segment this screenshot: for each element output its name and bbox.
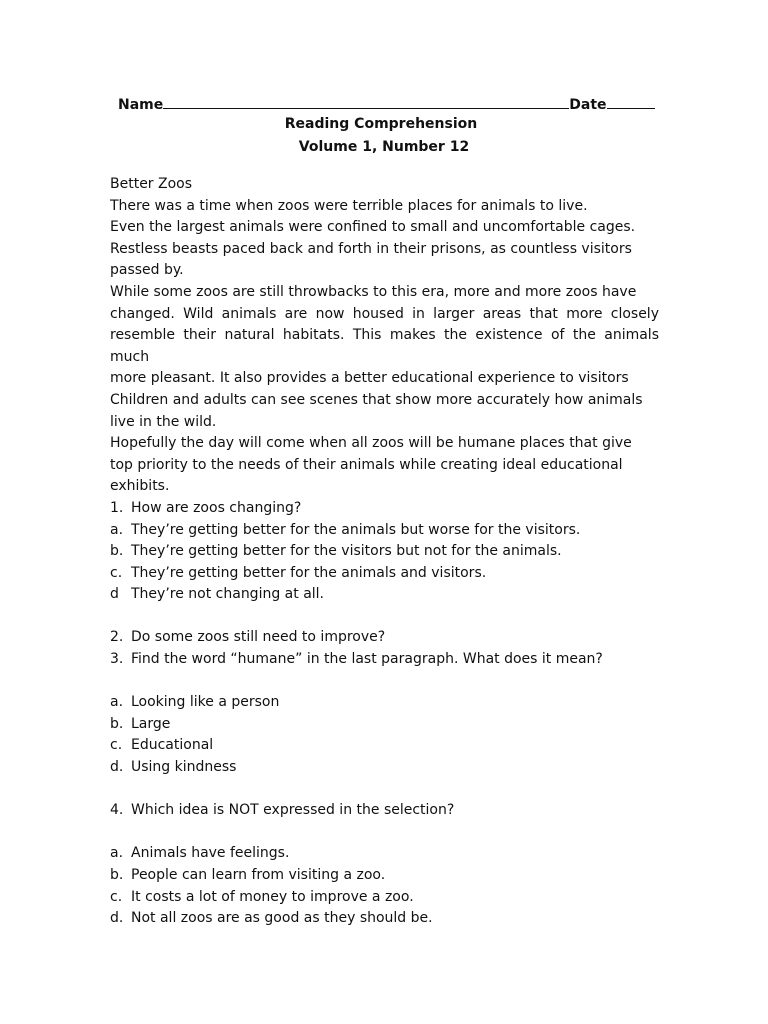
question-2: 2. Do some zoos still need to improve? xyxy=(110,629,386,646)
passage-line: passed by. xyxy=(110,262,184,279)
passage-line: more pleasant. It also provides a better educational experience to visitors xyxy=(110,370,629,387)
passage-line: Children and adults can see scenes that show more accurately how animals xyxy=(110,391,643,408)
passage-line: live in the wild. xyxy=(110,413,217,430)
question-3-option-d: d. Using kindness xyxy=(110,759,237,776)
worksheet-body xyxy=(110,174,659,930)
passage-line: exhibits. xyxy=(110,478,170,495)
question-1-option-c: c. They’re getting better for the animals and visitors. xyxy=(110,564,487,581)
date-blank[interactable] xyxy=(607,93,655,109)
worksheet-subtitle: Volume 1, Number 12 xyxy=(298,139,470,155)
passage-line: resemble their natural habitats. This makes the existence of the animals xyxy=(110,327,659,344)
question-1-option-b: b. They’re getting better for the visitors but not for the animals. xyxy=(110,543,562,560)
question-4-option-d: d. Not all zoos are as good as they should be. xyxy=(110,910,433,927)
passage-line: much xyxy=(110,348,150,365)
passage-line: Restless beasts paced back and forth in their prisons, as countless visitors xyxy=(110,240,632,257)
spacer xyxy=(110,779,659,801)
worksheet-title: Reading Comprehension xyxy=(284,116,478,132)
question-1: 1. How are zoos changing? xyxy=(110,499,302,516)
spacer xyxy=(110,671,659,693)
date-label: Date xyxy=(569,97,607,113)
passage-heading: Better Zoos xyxy=(110,176,193,192)
question-3-option-b: b. Large xyxy=(110,715,171,732)
name-blank[interactable] xyxy=(163,93,569,109)
passage-line: Even the largest animals were confined to small and uncomfortable cages. xyxy=(110,219,636,236)
name-date-line xyxy=(118,93,658,115)
passage-line: While some zoos are still throwbacks to this era, more and more zoos have xyxy=(110,283,637,300)
question-4-option-b: b. People can learn from visiting a zoo. xyxy=(110,867,386,883)
question-3-option-c: c. Educational xyxy=(110,737,214,754)
question-3: 3. Find the word “humane” in the last paragraph. What does it mean? xyxy=(110,651,603,668)
passage-line: top priority to the needs of their animals while creating ideal educational xyxy=(110,456,623,473)
question-4-option-c: c. It costs a lot of money to improve a zoo. xyxy=(110,888,414,905)
passage-line: There was a time when zoos were terrible places for animals to live. xyxy=(110,197,588,214)
question-1-option-d: d They’re not changing at all. xyxy=(110,586,324,603)
question-4-option-a: a. Animals have feelings. xyxy=(110,845,290,862)
question-1-option-a: a. They’re getting better for the animals but worse for the visitors. xyxy=(110,521,581,538)
spacer xyxy=(110,822,659,844)
question-3-option-a: a. Looking like a person xyxy=(110,694,280,711)
question-4: 4. Which idea is NOT expressed in the selection? xyxy=(110,802,455,819)
spacer xyxy=(110,606,659,628)
passage-line: Hopefully the day will come when all zoos will be humane places that give xyxy=(110,435,632,452)
passage-line: changed. Wild animals are now housed in larger areas that more closely xyxy=(110,305,659,322)
name-label: Name xyxy=(118,97,164,113)
